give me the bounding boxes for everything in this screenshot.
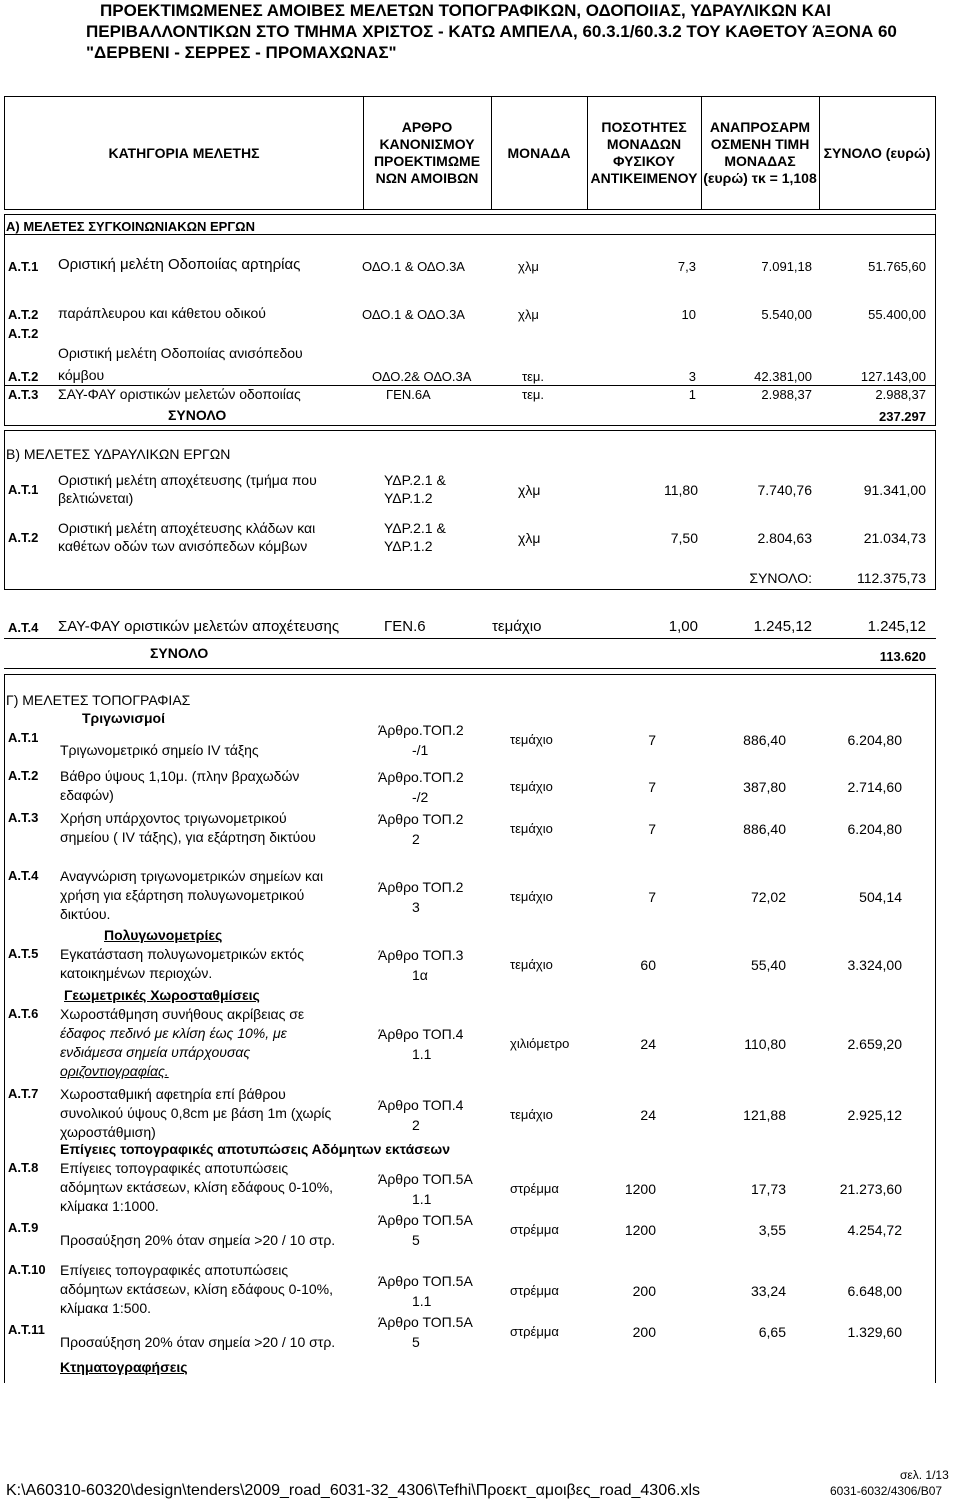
title-line-1: ΠΡΟΕΚΤΙΜΩΜΕΝΕΣ ΑΜΟΙΒΕΣ ΜΕΛΕΤΩΝ ΤΟΠΟΓΡΑΦΙΚΩΝ, ΟΔΟΠΟΙΙΑΣ, ΥΔΡΑΥΛΙΚΩΝ ΚΑΙ (100, 1, 831, 20)
table-header (4, 96, 936, 210)
row-description: κατοικημένων περιοχών. (60, 965, 213, 981)
row-total: 4.254,72 (847, 1221, 902, 1238)
row-code: Α.Τ.2 (8, 768, 39, 783)
row-code: Α.Τ.2 (8, 530, 39, 545)
row-price: 2.804,63 (757, 530, 812, 546)
row-unit: τεμάχιο (510, 888, 553, 904)
row-price: 5.540,00 (761, 307, 812, 322)
row-description: ΣΑΥ-ΦΑΥ οριστικών μελετών οδοποιίας (58, 386, 301, 402)
row-price: 3,55 (758, 1221, 786, 1238)
row-code: Α.Τ.3 (8, 387, 39, 402)
row-article-2: -/2 (412, 789, 429, 805)
row-description: ενδιάμεσα σημεία υπάρχουσας (60, 1044, 251, 1060)
row-quantity: 1200 (624, 1180, 656, 1197)
row-article-2: ΥΔΡ.1.2 (384, 490, 433, 506)
row-unit: χλμ (518, 530, 541, 546)
row-total: 504,14 (859, 888, 902, 905)
row-total: 1.245,12 (867, 618, 926, 635)
row-code: Α.Τ.11 (8, 1322, 45, 1337)
row-total: 1.329,60 (847, 1323, 902, 1340)
row-price: 7.091,18 (761, 259, 812, 274)
row-code: Α.Τ.4 (8, 868, 39, 883)
row-article: Άρθρο.ΤΟΠ.2 (378, 769, 464, 785)
row-quantity: 1,00 (668, 618, 698, 635)
row-price: 55,40 (750, 957, 786, 973)
row-article-2: 2 (412, 1116, 420, 1133)
row-description: σημείου ( IV τάξης), για εξάρτηση δικτύου (60, 829, 316, 845)
row-description: κλίμακα 1:500. (60, 1300, 152, 1316)
row-total: 2.659,20 (847, 1036, 902, 1052)
title-line-3: "ΔΕΡΒΕΝΙ - ΣΕΡΡΕΣ - ΠΡΟΜΑΧΩΝΑΣ" (86, 43, 397, 62)
row-article: ΟΔΟ.1 & ΟΔΟ.3Α (362, 307, 465, 322)
row-total: 127.143,00 (860, 369, 926, 384)
row-price: 1.245,12 (753, 618, 812, 635)
row-code: Α.Τ.10 (8, 1262, 46, 1277)
row-unit: στρέμμα (510, 1323, 559, 1339)
footer-file-path: K:\A60310-60320\design\tenders\2009_road_6031-32_4306\Tefhi\Προεκτ_αμοιβες_road_4306.xls (6, 1482, 700, 1499)
row-quantity: 200 (632, 1282, 656, 1299)
row-code: Α.Τ.7 (8, 1086, 39, 1101)
row-description: Οριστική μελέτη Οδοποιίας ανισόπεδου (58, 345, 303, 361)
header-quantity: ΠΟΣΟΤΗΤΕΣ ΜΟΝΑΔΩΝ ΦΥΣΙΚΟΥ ΑΝΤΙΚΕΙΜΕΝΟΥ (590, 119, 698, 186)
row-description: Οριστική μελέτη Οδοποιίας αρτηρίας (58, 256, 301, 273)
section-b-sum-label: ΣΥΝΟΛΟ (150, 645, 209, 661)
section-b-subtotal-label: ΣΥΝΟΛΟ: (749, 570, 812, 586)
row-total: 21.034,73 (863, 530, 926, 546)
row-price: 387,80 (743, 779, 786, 795)
row-total: 6.204,80 (847, 731, 902, 748)
row-price: 33,24 (750, 1282, 786, 1299)
row-article-2: 1.1 (412, 1190, 432, 1207)
row-unit: χλμ (518, 307, 539, 322)
section-c-title: Γ) ΜΕΛΕΤΕΣ ΤΟΠΟΓΡΑΦΙΑΣ (6, 692, 191, 708)
header-unit: ΜΟΝΑΔΑ (507, 144, 571, 161)
row-description-2: καθέτων οδών των ανισόπεδων κόμβων (58, 538, 308, 554)
row-total: 6.648,00 (847, 1282, 902, 1299)
subheading-trigonismoi: Τριγωνισμοί (82, 710, 165, 726)
title-line-2: ΠΕΡΙΒΑΛΛΟΝΤΙΚΩΝ ΣΤΟ ΤΜΗΜΑ ΧΡΙΣΤΟΣ - ΚΑΤΩ ΑΜΠΕΛΑ, 60.3.1/60.3.2 ΤΟΥ ΚΑΘΕΤΟΥ ΆΞΟΝΑ 60 (86, 22, 897, 41)
section-b-subtotal-value: 112.375,73 (856, 570, 926, 586)
row-quantity: 7 (648, 821, 656, 837)
row-article: Άρθρο ΤΟΠ.2 (378, 878, 464, 895)
row-unit: τεμάχιο (510, 1106, 553, 1122)
row-code: Α.Τ.2 (8, 326, 39, 341)
section-b-sum-value: 113.620 (879, 649, 926, 664)
row-description: αδόμητων εκτάσεων, κλίση εδάφους 0-10%, (60, 1179, 334, 1195)
row-description: χρήση για εξάρτηση πολυγωνομετρικού (60, 887, 305, 903)
row-price: 42.381,00 (754, 369, 812, 384)
row-description: Τριγωνομετρικό σημείο IV τάξης (60, 742, 259, 758)
row-unit: στρέμμα (510, 1180, 559, 1196)
section-a-sum-value: 237.297 (879, 409, 926, 424)
row-description-2: κόμβου (58, 367, 105, 383)
row-description: Χωροστάθμηση συνήθους ακρίβειας σε (60, 1006, 305, 1022)
row-description: συνολικού ύψους 0,8cm με βάση 1m (χωρίς (60, 1105, 332, 1121)
row-unit: τεμάχιο (492, 618, 542, 635)
row-description: Χρήση υπάρχοντος τριγωνομετρικού (60, 810, 287, 826)
row-description: έδαφος πεδινό με κλίση έως 10%, με (60, 1025, 287, 1041)
row-article: Άρθρο ΤΟΠ.5Α (378, 1313, 473, 1330)
row-description: αδόμητων εκτάσεων, κλίση εδάφους 0-10%, (60, 1281, 334, 1297)
row-code: Α.Τ.1 (8, 259, 39, 274)
row-article: Άρθρο ΤΟΠ.5Α (378, 1170, 473, 1187)
row-description: Εγκατάσταση πολυγωνομετρικών εκτός (60, 946, 304, 962)
row-total: 2.988,37 (875, 387, 926, 402)
row-article: ΥΔΡ.2.1 & (384, 472, 446, 488)
header-article: ΑΡΘΡΟ ΚΑΝΟΝΙΣΜΟΥ ΠΡΟΕΚΤΙΜΩΜΕ ΝΩΝ ΑΜΟΙΒΩΝ (373, 119, 481, 186)
row-description: Βάθρο ύψους 1,10μ. (πλην βραχωδών (60, 768, 300, 784)
footer-page-number: σελ. 1/13 (900, 1468, 949, 1482)
row-quantity: 7,50 (670, 530, 698, 546)
row-article-2: ΥΔΡ.1.2 (384, 538, 433, 554)
row-description: κλίμακα 1:1000. (60, 1198, 159, 1214)
row-article: Άρθρο ΤΟΠ.4 (378, 1026, 464, 1042)
row-unit: τεμάχιο (510, 731, 553, 747)
row-unit: τεμάχιο (510, 957, 553, 972)
row-price: 886,40 (743, 731, 786, 748)
row-price: 110,80 (744, 1036, 786, 1052)
row-total: 55.400,00 (868, 307, 926, 322)
row-unit: χιλιόμετρο (510, 1036, 570, 1051)
row-description: Επίγειες τοπογραφικές αποτυπώσεις (60, 1160, 289, 1176)
row-unit: χλμ (518, 259, 539, 274)
row-description-2: βελτιώνεται) (58, 490, 134, 506)
row-quantity: 7 (648, 779, 656, 795)
row-unit: στρέμμα (510, 1221, 559, 1237)
row-description: Επίγειες τοπογραφικές αποτυπώσεις (60, 1262, 289, 1278)
row-code-2: Α.Τ.2 (8, 369, 39, 384)
row-article: ΟΔΟ.1 & ΟΔΟ.3Α (362, 259, 465, 274)
row-article-2: 3 (412, 898, 420, 915)
row-description: δικτύου. (60, 906, 111, 922)
row-article: ΟΔΟ.2& ΟΔΟ.3Α (372, 369, 472, 384)
row-quantity: 1 (688, 387, 696, 402)
row-quantity: 10 (681, 307, 696, 322)
row-description: χωροστάθμιση) (60, 1124, 156, 1140)
row-quantity: 7 (648, 888, 656, 905)
row-unit: τεμάχιο (510, 779, 553, 794)
row-code: Α.Τ.8 (8, 1160, 39, 1175)
row-unit: τεμ. (522, 387, 545, 402)
footer-reference: 6031-6032/4306/B07 (830, 1484, 943, 1498)
row-quantity: 7,3 (677, 259, 696, 274)
row-description: Οριστική μελέτη αποχέτευσης (τμήμα που (58, 472, 317, 488)
row-article-2: 5 (412, 1333, 420, 1350)
section-a-title: Α) ΜΕΛΕΤΕΣ ΣΥΓΚΟΙΝΩΝΙΑΚΩΝ ΕΡΓΩΝ (6, 219, 255, 234)
row-article: Άρθρο ΤΟΠ.2 (378, 811, 464, 827)
row-article: Άρθρο ΤΟΠ.4 (378, 1096, 464, 1113)
row-total: 6.204,80 (847, 821, 902, 837)
row-price: 17,73 (750, 1180, 786, 1197)
row-article: ΓΕΝ.6 (384, 618, 426, 635)
row-quantity: 3 (688, 369, 696, 384)
row-article: Άρθρο ΤΟΠ.5Α (378, 1272, 473, 1289)
section-b-title: Β) ΜΕΛΕΤΕΣ ΥΔΡΑΥΛΙΚΩΝ ΕΡΓΩΝ (6, 446, 231, 462)
row-quantity: 200 (632, 1323, 656, 1340)
row-code: Α.Τ.2 (8, 307, 39, 322)
row-description: Χωροσταθμική αφετηρία επί βάθρου (60, 1086, 286, 1102)
row-description: Αναγνώριση τριγωνομετρικών σημείων και (60, 868, 324, 884)
row-code: Α.Τ.1 (8, 482, 39, 497)
row-article: ΥΔΡ.2.1 & (384, 520, 446, 536)
row-unit: χλμ (518, 482, 541, 498)
row-article-2: 1.1 (412, 1046, 432, 1062)
row-article-2: 1α (412, 967, 428, 983)
row-unit: στρέμμα (510, 1282, 559, 1298)
row-article: Άρθρο ΤΟΠ.3 (378, 947, 464, 963)
section-a-sum-label: ΣΥΝΟΛΟ (168, 407, 227, 423)
row-total: 2.925,12 (847, 1106, 902, 1123)
row-description: εδαφών) (60, 787, 114, 803)
row-code: Α.Τ.9 (8, 1220, 39, 1235)
row-quantity: 24 (640, 1106, 656, 1123)
row-total: 21.273,60 (839, 1180, 902, 1197)
row-quantity: 1200 (624, 1221, 656, 1238)
row-total: 2.714,60 (847, 779, 902, 795)
row-description: οριζοντιογραφίας. (60, 1063, 169, 1079)
row-article: Άρθρο ΤΟΠ.5Α (378, 1211, 473, 1228)
row-unit: τεμ. (522, 369, 545, 384)
row-description: παράπλευρου και κάθετου οδικού (58, 305, 266, 321)
header-price: ΑΝΑΠΡΟΣΑΡΜ ΟΣΜΕΝΗ ΤΙΜΗ ΜΟΝΑΔΑΣ (ευρώ) τκ = 1,108 (703, 119, 817, 186)
row-price: 6,65 (758, 1323, 786, 1340)
row-article-2: 2 (412, 831, 420, 847)
row-price: 886,40 (743, 821, 786, 837)
row-code: Α.Τ.6 (8, 1006, 39, 1021)
row-article: Άρθρο.ΤΟΠ.2 (378, 721, 464, 738)
row-article: ΓΕΝ.6Α (386, 387, 431, 402)
row-description: Προσαύξηση 20% όταν σημεία >20 / 10 στρ. (60, 1334, 336, 1350)
row-total: 51.765,60 (868, 259, 926, 274)
row-quantity: 11,80 (664, 482, 698, 498)
row-description: Προσαύξηση 20% όταν σημεία >20 / 10 στρ. (60, 1232, 336, 1248)
row-price: 7.740,76 (757, 482, 812, 498)
row-code: Α.Τ.3 (8, 810, 39, 825)
row-quantity: 24 (640, 1036, 656, 1052)
row-unit: τεμάχιο (510, 821, 553, 836)
row-article-2: 5 (412, 1231, 420, 1248)
header-category: ΚΑΤΗΓΟΡΙΑ ΜΕΛΕΤΗΣ (108, 144, 260, 161)
row-quantity: 7 (648, 731, 656, 748)
row-price: 2.988,37 (761, 387, 812, 402)
subheading-geometric-leveling: Γεωμετρικές Χωροσταθμίσεις (64, 987, 260, 1003)
row-total: 91.341,00 (863, 482, 926, 498)
row-description: ΣΑΥ-ΦΑΥ οριστικών μελετών αποχέτευσης (58, 618, 340, 635)
row-total: 3.324,00 (847, 957, 902, 973)
row-article-2: 1.1 (412, 1292, 432, 1309)
subheading-cadastral: Κτηματογραφήσεις (60, 1359, 188, 1375)
row-quantity: 60 (640, 957, 656, 973)
row-price: 121,88 (743, 1106, 786, 1123)
row-code: Α.Τ.5 (8, 946, 39, 961)
row-description: Οριστική μελέτη αποχέτευσης κλάδων και (58, 520, 316, 536)
row-code: Α.Τ.1 (8, 730, 39, 745)
subheading-surveys: Επίγειες τοπογραφικές αποτυπώσεις Αδόμητων εκτάσεων (60, 1141, 451, 1157)
row-code: Α.Τ.4 (8, 620, 39, 635)
row-price: 72,02 (750, 888, 786, 905)
subheading-polygonometries: Πολυγωνομετρίες (104, 927, 223, 943)
row-article-2: -/1 (412, 741, 429, 758)
header-total: ΣΥΝΟΛΟ (ευρώ) (823, 144, 931, 161)
